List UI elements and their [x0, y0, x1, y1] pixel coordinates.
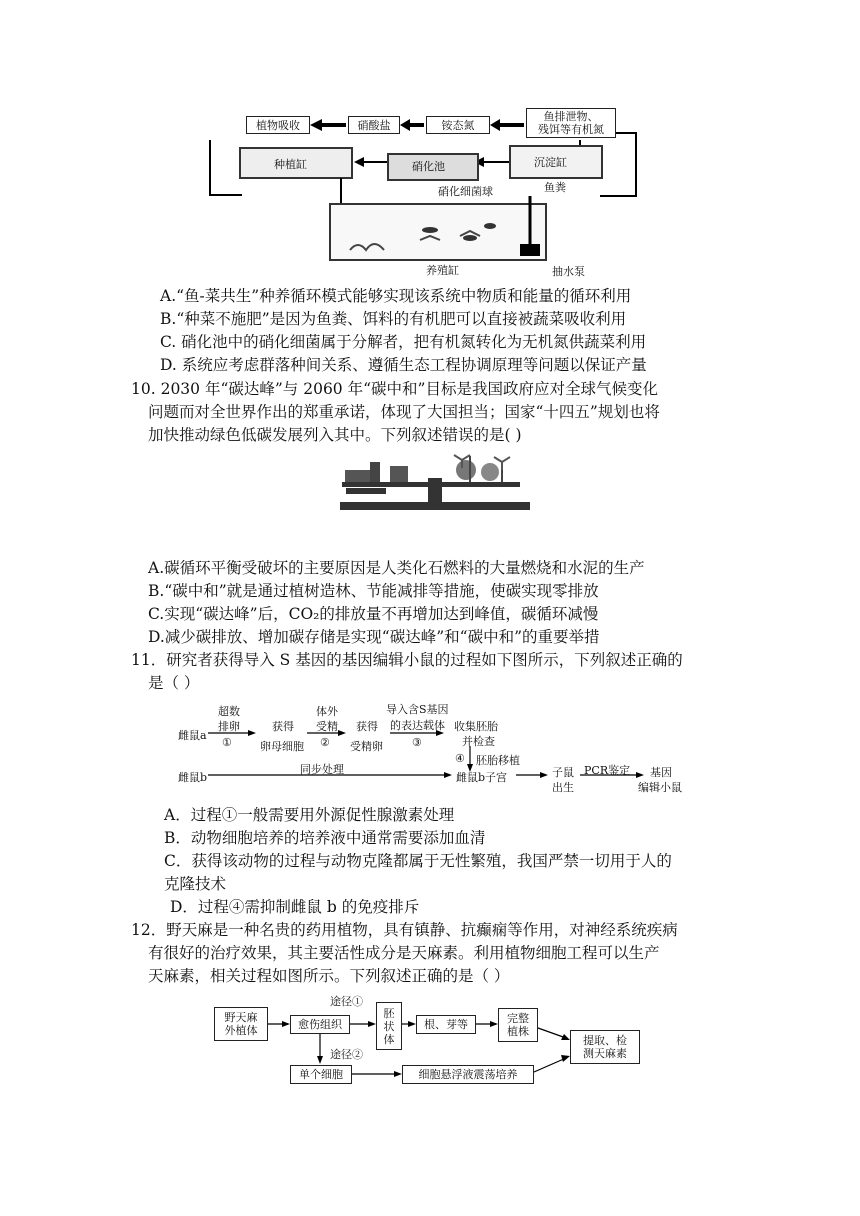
- superovulation-label-1: 超数: [218, 705, 240, 718]
- q10-stem-line3: 加快推动绿色低碳发展列入其中。下列叙述错误的是( ): [148, 426, 522, 444]
- female-a-label: 雌鼠a: [178, 729, 207, 742]
- breeding-tank-label: 养殖缸: [426, 264, 459, 277]
- ivf-label-2: 受精: [316, 720, 338, 733]
- q9-option-c: C. 硝化池中的硝化细菌属于分解者，把有机氮转化为无机氮供蔬菜利用: [160, 333, 647, 351]
- q9-option-d: D. 系统应考虑群落种间关系、遵循生态工程协调原理等问题以保证产量: [160, 356, 647, 374]
- plant-absorb-label: 植物吸收: [256, 118, 300, 132]
- pups-label-1: 子鼠: [552, 766, 574, 779]
- callus-label: 愈伤组织: [298, 1018, 342, 1031]
- q9-option-a: A.“鱼-菜共生”种养循环模式能够实现该系统中物质和能量的循环利用: [160, 287, 632, 305]
- q11-option-b: B．动物细胞培养的培养液中通常需要添加血清: [164, 829, 486, 847]
- whole-plant-label-2: 植株: [507, 1025, 529, 1038]
- q11-option-d: D．过程④需抑制雌鼠 b 的免疫排斥: [170, 898, 420, 916]
- ammonium-label: 铵态氮: [441, 118, 475, 132]
- q9-option-b: B.“种菜不施肥”是因为鱼粪、饵料的有机肥可以直接被蔬菜吸收利用: [160, 310, 627, 328]
- nitrification-pool-label: 硝化池: [412, 160, 445, 173]
- q10-option-c: C.实现“碳达峰”后，CO₂的排放量不再增加达到峰值，碳循环减慢: [148, 605, 599, 623]
- root-bud-box: [416, 1015, 476, 1034]
- embryo-transfer-label: 胚胎移植: [476, 754, 520, 767]
- single-cell-box: [290, 1065, 352, 1084]
- q10-option-d: D.减少碳排放、增加碳存储是实现“碳达峰”和“碳中和”的重要举措: [148, 628, 600, 646]
- q11-option-c-cont: 克隆技术: [164, 875, 227, 893]
- import-vector-label-2: 的表达载体: [390, 719, 445, 732]
- q10-option-b: B.“碳中和”就是通过植树造林、节能减排等措施，使碳实现零排放: [148, 582, 599, 600]
- extract-box: [570, 1030, 640, 1064]
- q12-stem-line2: 有很好的治疗效果，其主要活性成分是天麻素。利用植物细胞工程可以生产: [148, 944, 660, 962]
- step3-label: ③: [412, 736, 422, 749]
- single-cell-label: 单个细胞: [299, 1068, 343, 1081]
- pump-label: 抽水泵: [552, 265, 585, 278]
- q10-stem-line2: 问题而对全世界作出的郑重承诺，体现了大国担当；国家“十四五”规划也将: [148, 403, 660, 421]
- q11-stem-line2: 是（ ）: [148, 674, 200, 692]
- gene-mice-label-2: 编辑小鼠: [638, 781, 682, 794]
- suspension-box: [402, 1065, 534, 1084]
- collect-embryo-label-2: 并检查: [462, 735, 495, 748]
- obtain-oocyte-label-1: 获得: [272, 720, 294, 733]
- q10-stem-line1: 10. 2030 年“碳达峰”与 2060 年“碳中和”目标是我国政府应对全球气候变化: [131, 380, 658, 398]
- q11-stem-line1: 11．研究者获得导入 S 基因的基因编辑小鼠的过程如下图所示，下列叙述正确的: [131, 651, 683, 669]
- import-vector-label-1: 导入含S基因: [386, 703, 449, 716]
- embryoid-label-1: 胚: [383, 1006, 395, 1020]
- step4-label: ④: [455, 752, 465, 765]
- suspension-label: 细胞悬浮液震荡培养: [418, 1068, 518, 1081]
- obtain-zygote-label-1: 获得: [356, 720, 378, 733]
- q11-option-a: A．过程①一般需要用外源促性腺激素处理: [164, 806, 455, 824]
- whole-plant-box: [498, 1008, 538, 1042]
- route2-label: 途径②: [330, 1048, 363, 1061]
- embryoid-box: [376, 1002, 402, 1050]
- q10-option-a: A.碳循环平衡受破坏的主要原因是人类化石燃料的大量燃烧和水泥的生产: [148, 559, 645, 577]
- q12-stem-line3: 天麻素，相关过程如图所示。下列叙述正确的是（ ）: [148, 967, 510, 985]
- root-bud-label: 根、芽等: [424, 1018, 468, 1031]
- sync-label: 同步处理: [300, 763, 344, 776]
- explant-label-1: 野天麻: [224, 1011, 258, 1024]
- q11-option-c: C．获得该动物的过程与动物克隆都属于无性繁殖，我国严禁一切用于人的: [164, 852, 672, 870]
- pcr-label: PCR鉴定: [584, 764, 631, 777]
- q12-stem-line1: 12．野天麻是一种名贵的药用植物，具有镇静、抗癫痫等作用，对神经系统疾病: [131, 921, 678, 939]
- female-b-label: 雌鼠b: [178, 771, 208, 784]
- settling-tank-label: 沉淀缸: [534, 156, 567, 169]
- explant-label-2: 外植体: [224, 1024, 258, 1037]
- pups-label-2: 出生: [552, 781, 574, 794]
- whole-plant-label-1: 完整: [507, 1012, 529, 1025]
- female-b-uterus-label: 雌鼠b子宫: [456, 771, 508, 784]
- planting-tank-label: 种植缸: [274, 158, 307, 171]
- route1-label: 途径①: [330, 995, 363, 1008]
- superovulation-label-2: 排卵: [218, 720, 240, 733]
- step2-label: ②: [320, 736, 330, 749]
- step1-label: ①: [222, 736, 232, 749]
- callus-box: [290, 1015, 350, 1034]
- nitrifying-ball-label: 硝化细菌球: [438, 185, 493, 198]
- fish-waste-line1: 鱼排泄物、: [543, 110, 599, 123]
- gene-mice-label-1: 基因: [650, 766, 672, 779]
- collect-embryo-label-1: 收集胚胎: [454, 720, 498, 733]
- ivf-label-1: 体外: [316, 705, 338, 718]
- extract-label-1: 提取、检: [583, 1034, 627, 1047]
- obtain-zygote-label-2: 受精卵: [350, 740, 383, 753]
- fish-feces-label: 鱼粪: [544, 181, 566, 194]
- extract-label-2: 测天麻素: [583, 1047, 627, 1060]
- nitrate-label: 硝酸盐: [357, 118, 391, 132]
- explant-box: [214, 1007, 268, 1041]
- fish-waste-line2: 残饵等有机氮: [538, 123, 604, 136]
- embryoid-label-2: 状: [383, 1019, 395, 1033]
- obtain-oocyte-label-2: 卵母细胞: [260, 740, 304, 753]
- embryoid-label-3: 体: [383, 1032, 395, 1046]
